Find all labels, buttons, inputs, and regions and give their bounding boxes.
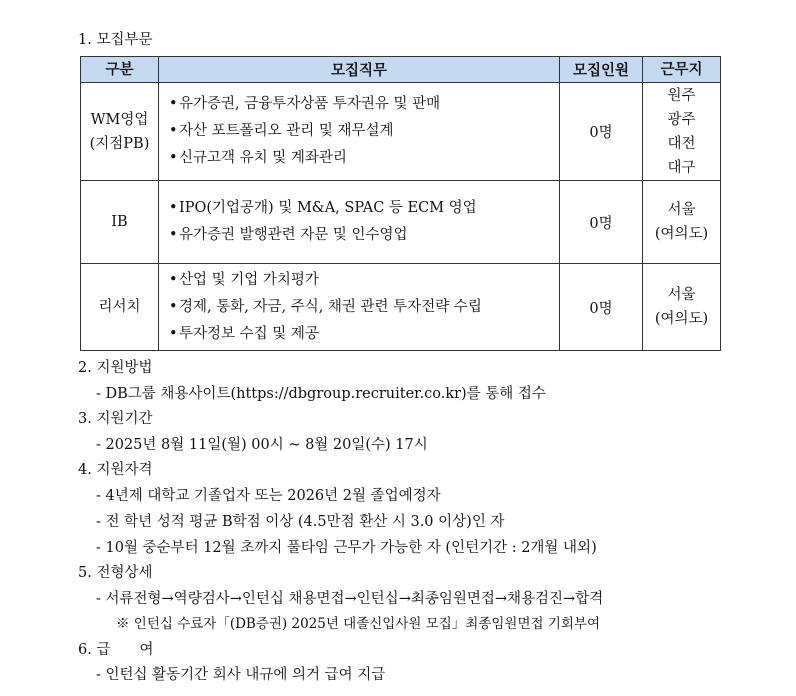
category-line: (지점PB) [89,135,150,152]
duty-item: •경제, 통화, 자금, 주식, 채권 관련 투자전략 수립 [169,294,559,321]
location-line: 대구 [667,159,696,176]
location-line: 서울 [667,287,696,303]
section-6-heading: 6. 급 여 [78,642,154,658]
section-4-item: - 10월 중순부터 12월 초까지 풀타임 근무가 가능한 자 (인턴기간 : 2개월 내외) [96,540,597,556]
duty-item: •IPO(기업공개) 및 M&A, SPAC 등 ECM 영업 [169,195,559,222]
bullet-icon: • [169,227,178,243]
header-category: 구분 [81,57,159,83]
row-locations [643,83,721,181]
section-3-item: - 2025년 8월 11일(월) 00시 ~ 8월 20일(수) 17시 [96,437,428,453]
section-2-item: - DB그룹 채용사이트(https://dbgroup.recruiter.co.kr)를 통해 접수 [96,386,546,402]
location-line: 광주 [667,111,696,128]
table-row [81,83,721,181]
bullet-icon: • [169,150,178,166]
row-count: 0명 [560,83,643,181]
category-line: WM영업 [90,111,149,128]
category-line: IB [111,214,128,230]
section-4-item: - 4년제 대학교 기졸업자 또는 2026년 2월 졸업예정자 [96,488,441,504]
header-duty: 모집직무 [159,57,560,83]
location-line: 원주 [667,87,696,104]
duty-item: •자산 포트폴리오 관리 및 재무설계 [169,118,559,145]
row-category [81,181,159,264]
duty-item: •유가증권, 금융투자상품 투자권유 및 판매 [169,91,559,118]
section-5-note: ※ 인턴십 수료자「(DB증권) 2025년 대졸신입사원 모집」최종임원면접 기회부여 [116,616,600,632]
bullet-icon: • [169,123,178,139]
bullet-icon: • [169,271,178,288]
location-line: (여의도) [654,311,709,327]
section-5-item: - 서류전형→역량검사→인턴십 채용면접→인턴십→최종임원면접→채용검진→합격 [96,591,604,607]
table-row [81,181,721,264]
header-count: 모집인원 [560,57,643,83]
bullet-icon: • [169,325,178,342]
duty-item: •투자정보 수집 및 제공 [169,321,559,348]
section-4-heading: 4. 지원자격 [78,462,153,478]
row-locations [643,264,721,351]
row-duties [159,264,560,351]
row-locations [643,181,721,264]
row-count: 0명 [560,181,643,264]
row-category [81,83,159,181]
duty-item: •산업 및 기업 가치평가 [169,267,559,294]
row-category [81,264,159,351]
row-count: 0명 [560,264,643,351]
bullet-icon: • [169,96,178,112]
row-duties [159,181,560,264]
recruitment-table [80,56,721,351]
duty-item: •유가증권 발행관련 자문 및 인수영업 [169,222,559,249]
bullet-icon: • [169,200,178,216]
table-header-row [81,57,721,83]
duty-item: •신규고객 유치 및 계좌관리 [169,145,559,172]
header-location: 근무지 [643,57,721,83]
table-row [81,264,721,351]
row-duties [159,83,560,181]
section-4-item: - 전 학년 성적 평균 B학점 이상 (4.5만점 환산 시 3.0 이상)인 자 [96,514,505,530]
section-5-heading: 5. 전형상세 [78,565,153,581]
location-line: 대전 [667,135,696,152]
location-line: (여의도) [654,226,709,242]
section-6-item: - 인턴십 활동기간 회사 내규에 의거 급여 지급 [96,667,386,683]
bullet-icon: • [169,298,178,315]
location-line: 서울 [667,202,696,218]
category-line: 리서치 [98,299,141,315]
section-3-heading: 3. 지원기간 [78,411,153,427]
section-2-heading: 2. 지원방법 [78,360,153,376]
section-1-heading: 1. 모집부문 [78,32,153,48]
